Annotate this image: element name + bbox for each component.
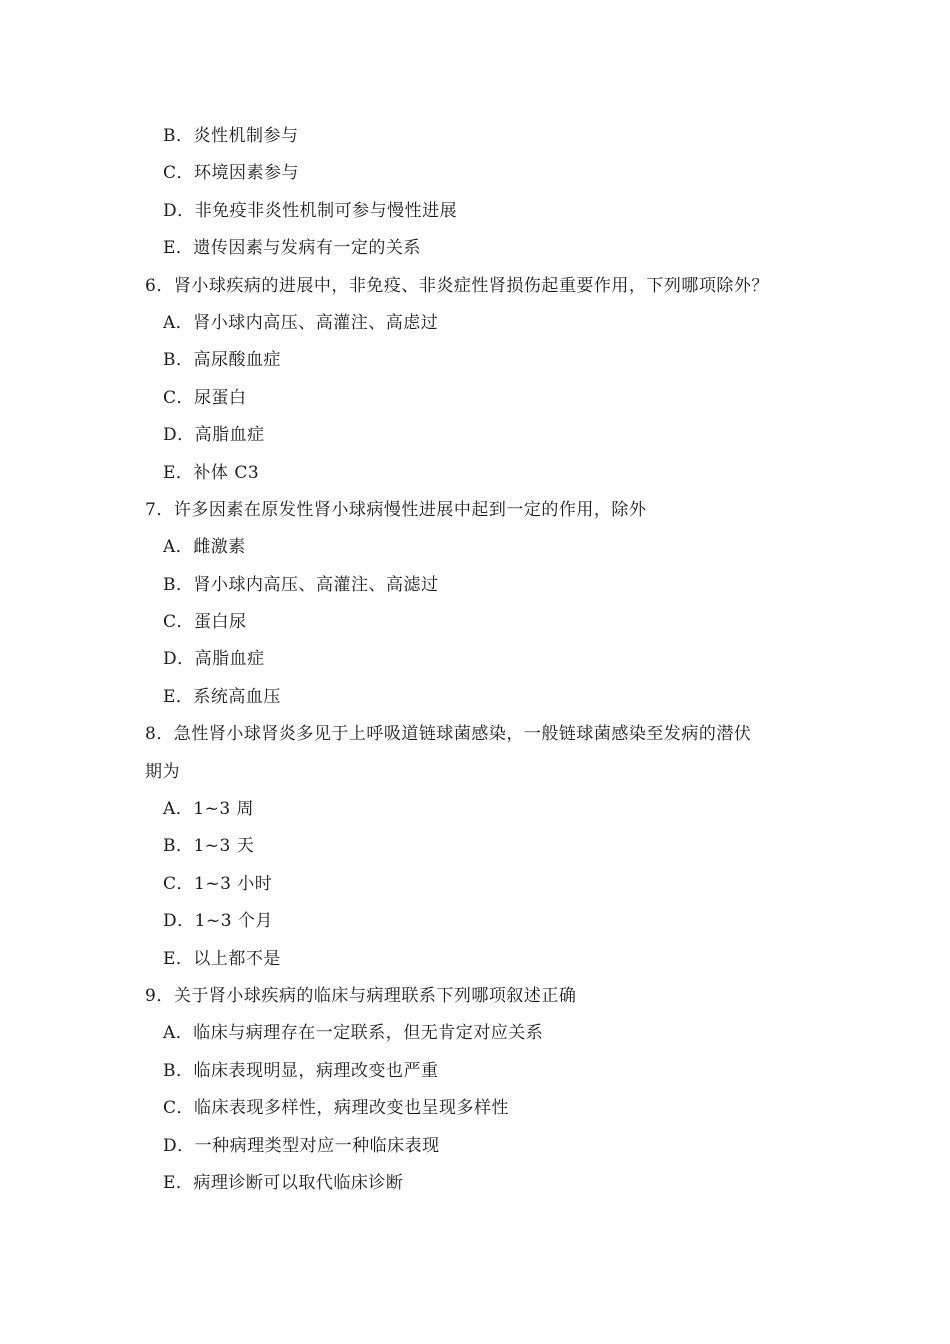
option-7e: E．系统高血压: [163, 686, 281, 707]
option-5b: B．炎性机制参与: [163, 126, 299, 146]
option-9a: A．临床与病理存在一定联系，但无肯定对应关系: [163, 1023, 544, 1044]
option-8a: A．1~3 周: [163, 799, 255, 820]
question-8: 8．急性肾小球肾炎多见于上呼吸道链球菌感染，一般链球菌感染至发病的潜伏: [145, 724, 752, 745]
option-7c: C．蛋白尿: [163, 612, 247, 633]
option-8b: B．1~3 天: [163, 836, 255, 857]
option-5c: C．环境因素参与: [163, 163, 300, 184]
option-6d: D．高脂血症: [163, 425, 265, 446]
question-6: 6．肾小球疾病的进展中，非免疫、非炎症性肾损伤起重要作用，下列哪项除外？: [145, 275, 769, 296]
option-6b: B．高尿酸血症: [163, 350, 281, 371]
option-8c: C．1~3 小时: [163, 873, 273, 894]
question-8-continued: 期为: [145, 761, 180, 782]
option-9c: C．临床表现多样性，病理改变也呈现多样性: [163, 1098, 510, 1119]
question-9: 9．关于肾小球疾病的临床与病理联系下列哪项叙述正确: [145, 985, 577, 1006]
option-6e: E．补体 C3: [163, 462, 260, 483]
option-7a: A．雌激素: [163, 537, 246, 558]
question-list: [143, 118, 823, 1202]
option-7d: D．高脂血症: [163, 649, 265, 670]
option-9d: D．一种病理类型对应一种临床表现: [163, 1135, 440, 1156]
option-9b: B．临床表现明显，病理改变也严重: [163, 1060, 439, 1081]
option-7b: B．肾小球内高压、高灌注、高滤过: [163, 574, 439, 595]
option-6c: C．尿蛋白: [163, 387, 247, 408]
option-8e: E．以上都不是: [163, 948, 281, 969]
option-9e: E．病理诊断可以取代临床诊断: [163, 1172, 404, 1193]
option-8d: D．1~3 个月: [163, 911, 273, 932]
option-5d: D．非免疫非炎性机制可参与慢性进展: [163, 200, 458, 221]
option-6a: A．肾小球内高压、高灌注、高虑过: [163, 312, 439, 333]
question-7: 7．许多因素在原发性肾小球病慢性进展中起到一定的作用，除外: [145, 499, 647, 520]
option-5e: E．遗传因素与发病有一定的关系: [163, 238, 421, 259]
